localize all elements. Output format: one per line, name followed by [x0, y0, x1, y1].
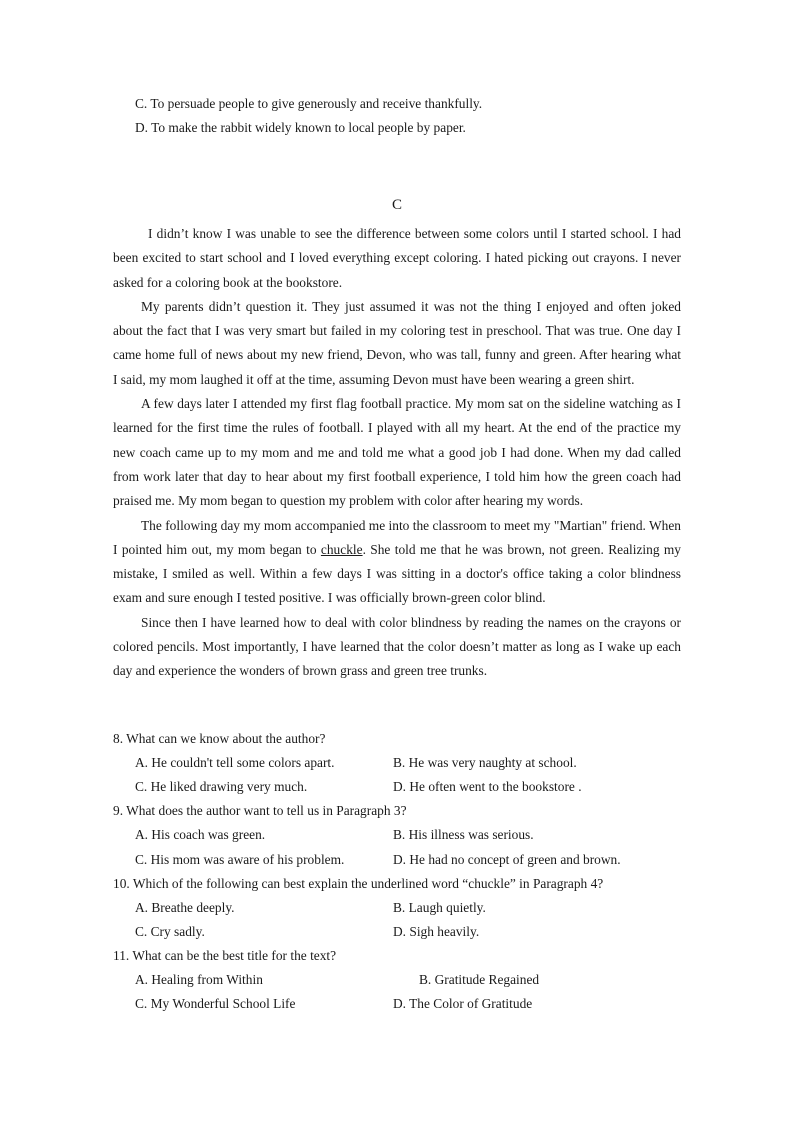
- paragraph-4-text-before: The following day my mom accompanied me into the classroom to meet my "Martian" friend. When I pointed him out, my mom began to: [113, 517, 681, 557]
- q11-option-d: D. The Color of Gratitude: [393, 996, 533, 1011]
- q11-option-c: C. My Wonderful School Life: [135, 996, 296, 1011]
- question-11: 11. What can be the best title for the text?: [113, 948, 337, 963]
- paragraph-4: [113, 514, 681, 611]
- section-title: C: [391, 197, 402, 213]
- q9-option-b: B. His illness was serious.: [393, 827, 534, 842]
- q11-option-a: A. Healing from Within: [135, 972, 263, 987]
- q10-option-c: C. Cry sadly.: [135, 924, 205, 939]
- q10-option-d: D. Sigh heavily.: [393, 924, 480, 939]
- prev-option-c: C. To persuade people to give generously and receive thankfully.: [135, 96, 483, 111]
- paragraph-4-text-after: . She told me that he was brown, not green. Realizing my mistake, I smiled as well. Within a few days I was sitting in a doctor's office taking a color blindness exam and sure enough I tested positive. I was officially brown-green color blind.: [113, 541, 681, 606]
- q9-option-a: A. His coach was green.: [135, 827, 266, 842]
- paragraph-1: I didn’t know I was unable to see the difference between some colors until I started school. I had been excited to start school and I loved everything except coloring. I hated picking out crayons. I never asked for a coloring book at the bookstore.: [113, 226, 681, 290]
- q9-option-d: D. He had no concept of green and brown.: [393, 852, 621, 867]
- q9-option-c: C. His mom was aware of his problem.: [135, 852, 345, 867]
- paragraph-5: Since then I have learned how to deal with color blindness by reading the names on the crayons or colored pencils. Most importantly, I have learned that the color doesn’t matter as long as I wake up each day and experience the wonders of brown grass and green tree trunks.: [113, 614, 681, 679]
- q8-option-b: B. He was very naughty at school.: [393, 755, 577, 770]
- paragraph-3: A few days later I attended my first flag football practice. My mom sat on the sideline watching as I learned for the first time the rules of football. I played with all my heart. At the end of the practice my new coach came up to my mom and me and told me what a good job I had done. When my dad called from work later that day to hear about my first football experience, I told him how the green coach had praised me. My mom began to question my problem with color after hearing my words.: [113, 396, 681, 509]
- question-8: 8. What can we know about the author?: [113, 731, 326, 746]
- reading-passage: [113, 222, 681, 684]
- q8-option-c: C. He liked drawing very much.: [135, 779, 308, 794]
- question-10: 10. Which of the following can best explain the underlined word “chuckle” in Paragraph 4?: [113, 876, 604, 891]
- q8-option-d: D. He often went to the bookstore .: [393, 779, 582, 794]
- q10-option-b: B. Laugh quietly.: [393, 900, 486, 915]
- question-9: 9. What does the author want to tell us in Paragraph 3?: [113, 803, 407, 818]
- paragraph-2: My parents didn’t question it. They just assumed it was not the thing I enjoyed and often joked about the fact that I was very smart but failed in my coloring test in preschool. That was true. One day I came home full of news about my new friend, Devon, who was tall, funny and green. After hearing what I said, my mom laughed it off at the time, assuming Devon must have been wearing a green shirt.: [113, 298, 681, 387]
- q11-option-b: B. Gratitude Regained: [419, 972, 540, 987]
- underlined-word: chuckle: [320, 541, 363, 557]
- prev-option-d: D. To make the rabbit widely known to local people by paper.: [135, 120, 466, 135]
- q10-option-a: A. Breathe deeply.: [135, 900, 235, 915]
- q8-option-a: A. He couldn't tell some colors apart.: [135, 755, 335, 770]
